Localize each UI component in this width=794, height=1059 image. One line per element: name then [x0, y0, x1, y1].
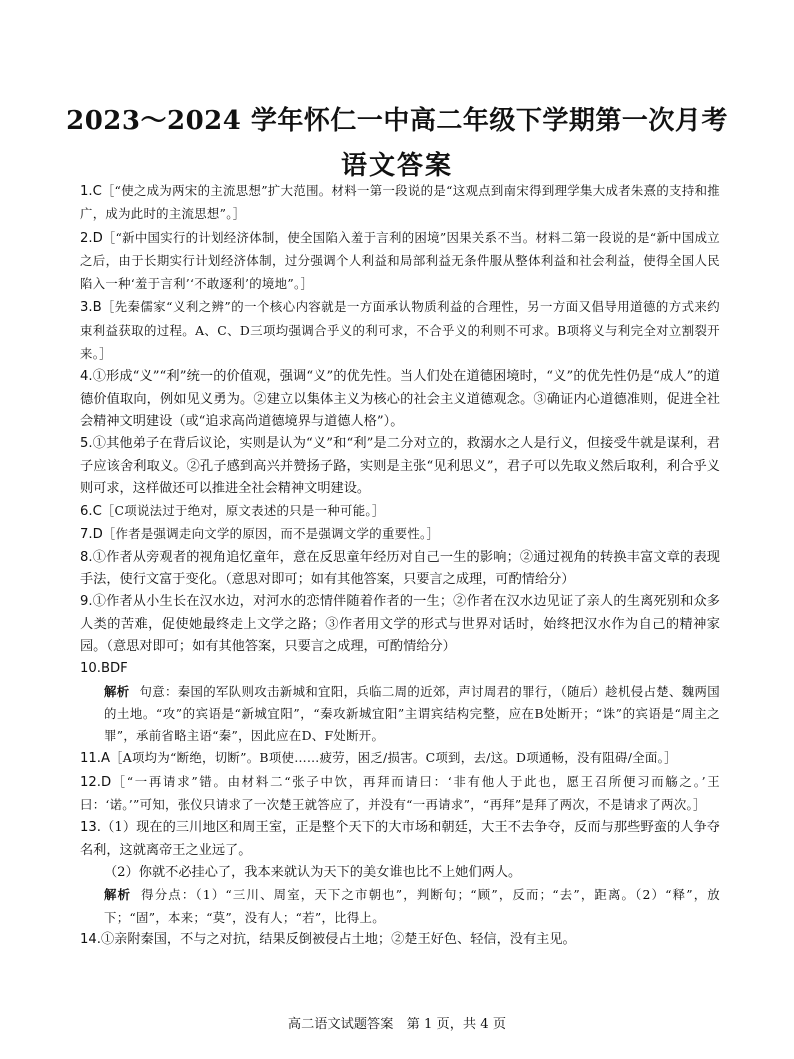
answer-number: 6.C	[80, 504, 102, 520]
answer-number: 5.	[80, 436, 93, 452]
answer-item-7	[80, 523, 720, 546]
answer-text: ［“一再请求”错。由材料二“张子中饮，再拜而请曰：‘非有他人于此也，愿王召所便习而觞之。’王曰：‘诺。’”可知，张仪只请求了一次楚王就答应了，并没有“一再请求”，“再拜”是拜了两次，不是请求了两次。］	[80, 773, 720, 813]
analysis-block-10	[80, 681, 720, 748]
answer-item-9	[80, 591, 720, 658]
analysis-block-13	[80, 884, 720, 929]
answer-text: ①亲附秦国，不与之对抗，结果反倒被侵占土地；②楚王好色、轻信，没有主见。	[100, 931, 576, 947]
answer-item-13	[80, 817, 720, 862]
answer-item-13-part2: （2）你就不必挂心了，我本来就认为天下的美女谁也比不上她们两人。	[104, 864, 522, 880]
answer-text: ［“新中国实行的计划经济体制，使全国陷入羞于言利的困境”因果关系不当。材料二第一段说的是“新中国成立之后，由于长期实行计划经济体制，过分强调个人利益和局部利益无条件服从整体利益和社会利益，使得全国人民陷入一种‘羞于言利’‘不敢逐利’的境地”。］	[80, 229, 720, 292]
answer-number: 2.D	[80, 230, 103, 246]
answer-number: 1.C	[80, 184, 102, 199]
page-title: 2023～2024 学年怀仁一中高二年级下学期第一次月考	[66, 106, 728, 136]
answer-item-10	[80, 658, 720, 680]
answer-text: ①作者从小生长在汉水边，对河水的恋情伴随着作者的一生；②作者在汉水边见证了亲人的生离死别和众多人类的苦难，促使她最终走上文学之路；③作者用文学的形式与世界对话时，始终把汉水作为自己的精神家园。（意思对即可；如有其他答案，只要言之成理，可酌情给分）	[80, 594, 720, 654]
answer-number: 4.	[80, 369, 93, 385]
answer-item-5	[80, 433, 720, 500]
answer-text: ［“使之成为两宋的主流思想”扩大范围。材料一第一段说的是“这观点到南宋得到理学集大成者朱熹的支持和推广，成为此时的主流思想”。］	[80, 183, 720, 222]
answer-number: 9.	[80, 594, 93, 610]
answer-number: 13.	[80, 820, 101, 836]
answer-text: （1）现在的三川地区和周王室，正是整个天下的大市场和朝廷，大王不去争夺，反而与那些野蛮的人争夺名利，这就离帝王之业远了。	[80, 820, 720, 858]
analysis-label: 解析	[104, 683, 130, 699]
answer-list	[80, 180, 720, 951]
answer-item-1	[80, 180, 720, 227]
answer-text: ［C项说法过于绝对，原文表述的只是一种可能。］	[101, 503, 385, 519]
answer-text: ［A项均为“断绝，切断”。B项使……疲劳，困乏/损害。C项到，去/这。D项通畅，没有阻碍/全面。］	[110, 750, 677, 766]
answer-number: 10.BDF	[80, 661, 128, 677]
answer-item-6	[80, 500, 720, 523]
answer-text: ①其他弟子在背后议论，实则是认为“义”和“利”是二分对立的，救溺水之人是行义，但接受牛就是谋利，君子应该舍利取义。②孔子感到高兴并赞扬子路，实则是主张“见利思义”，君子可以先取义然后取利，利合乎义则可求，这样做还可以推进全社会精神文明建设。	[80, 436, 720, 496]
answer-item-3	[80, 296, 720, 366]
analysis-label: 解析	[104, 887, 132, 903]
analysis-text: 得分点：（1）“三川、周室，天下之市朝也”，判断句；“顾”，反而；“去”，距离。（2）“释”，放下；“固”，本来；“莫”，没有人；“若”，比得上。	[104, 887, 720, 925]
answer-number: 11.A	[80, 751, 110, 767]
answer-item-11	[80, 747, 720, 770]
answer-item-2	[80, 227, 720, 297]
answer-item-8	[80, 547, 720, 592]
page-footer: 高二语文试题答案 第 1 页，共 4 页	[287, 1017, 507, 1032]
page-subtitle: 语文答案	[340, 151, 453, 181]
answer-text: ［先秦儒家“义利之辨”的一个核心内容就是一方面承认物质利益的合理性，另一方面又倡导用道德的方式来约束利益获取的过程。A、C、D三项均强调合乎义的利可求，不合乎义的利则不可求。B项将义与利完全对立割裂开来。］	[80, 299, 720, 362]
answer-number: 3.B	[80, 300, 102, 316]
answer-item-4	[80, 366, 720, 433]
answer-number: 12.D	[80, 774, 112, 790]
answer-text: ①作者从旁观者的视角追忆童年，意在反思童年经历对自己一生的影响；②通过视角的转换丰富文章的表现手法，使行文富于变化。（意思对即可；如有其他答案，只要言之成理，可酌情给分）	[80, 549, 720, 588]
analysis-text: 句意：秦国的军队则攻击新城和宜阳，兵临二周的近郊，声讨周君的罪行，（随后）趁机侵占楚、魏两国的土地。“攻”的宾语是“新城宜阳”，“秦攻新城宜阳”主谓宾结构完整，应在B处断开；“诛”的宾语是“周主之罪”，承前省略主语“秦”，因此应在D、F处断开。	[104, 683, 720, 744]
answer-item-14	[80, 929, 720, 951]
answer-text: ［作者是强调走向文学的原因，而不是强调文学的重要性。］	[102, 526, 440, 542]
answer-number: 14.	[80, 931, 101, 947]
answer-item-12	[80, 771, 720, 818]
answer-number: 7.D	[80, 527, 103, 543]
answer-text: ①形成“义”“利”统一的价值观，强调“义”的优先性。当人们处在道德困境时，“义”的优先性仍是“成人”的道德价值取向，例如见义勇为。②建立以集体主义为核心的社会主义道德观念。③确证内心道德准则，促进全社会精神文明建设（或“追求高尚道德境界与道德人格”）。	[80, 369, 720, 429]
answer-number: 8.	[80, 549, 93, 565]
